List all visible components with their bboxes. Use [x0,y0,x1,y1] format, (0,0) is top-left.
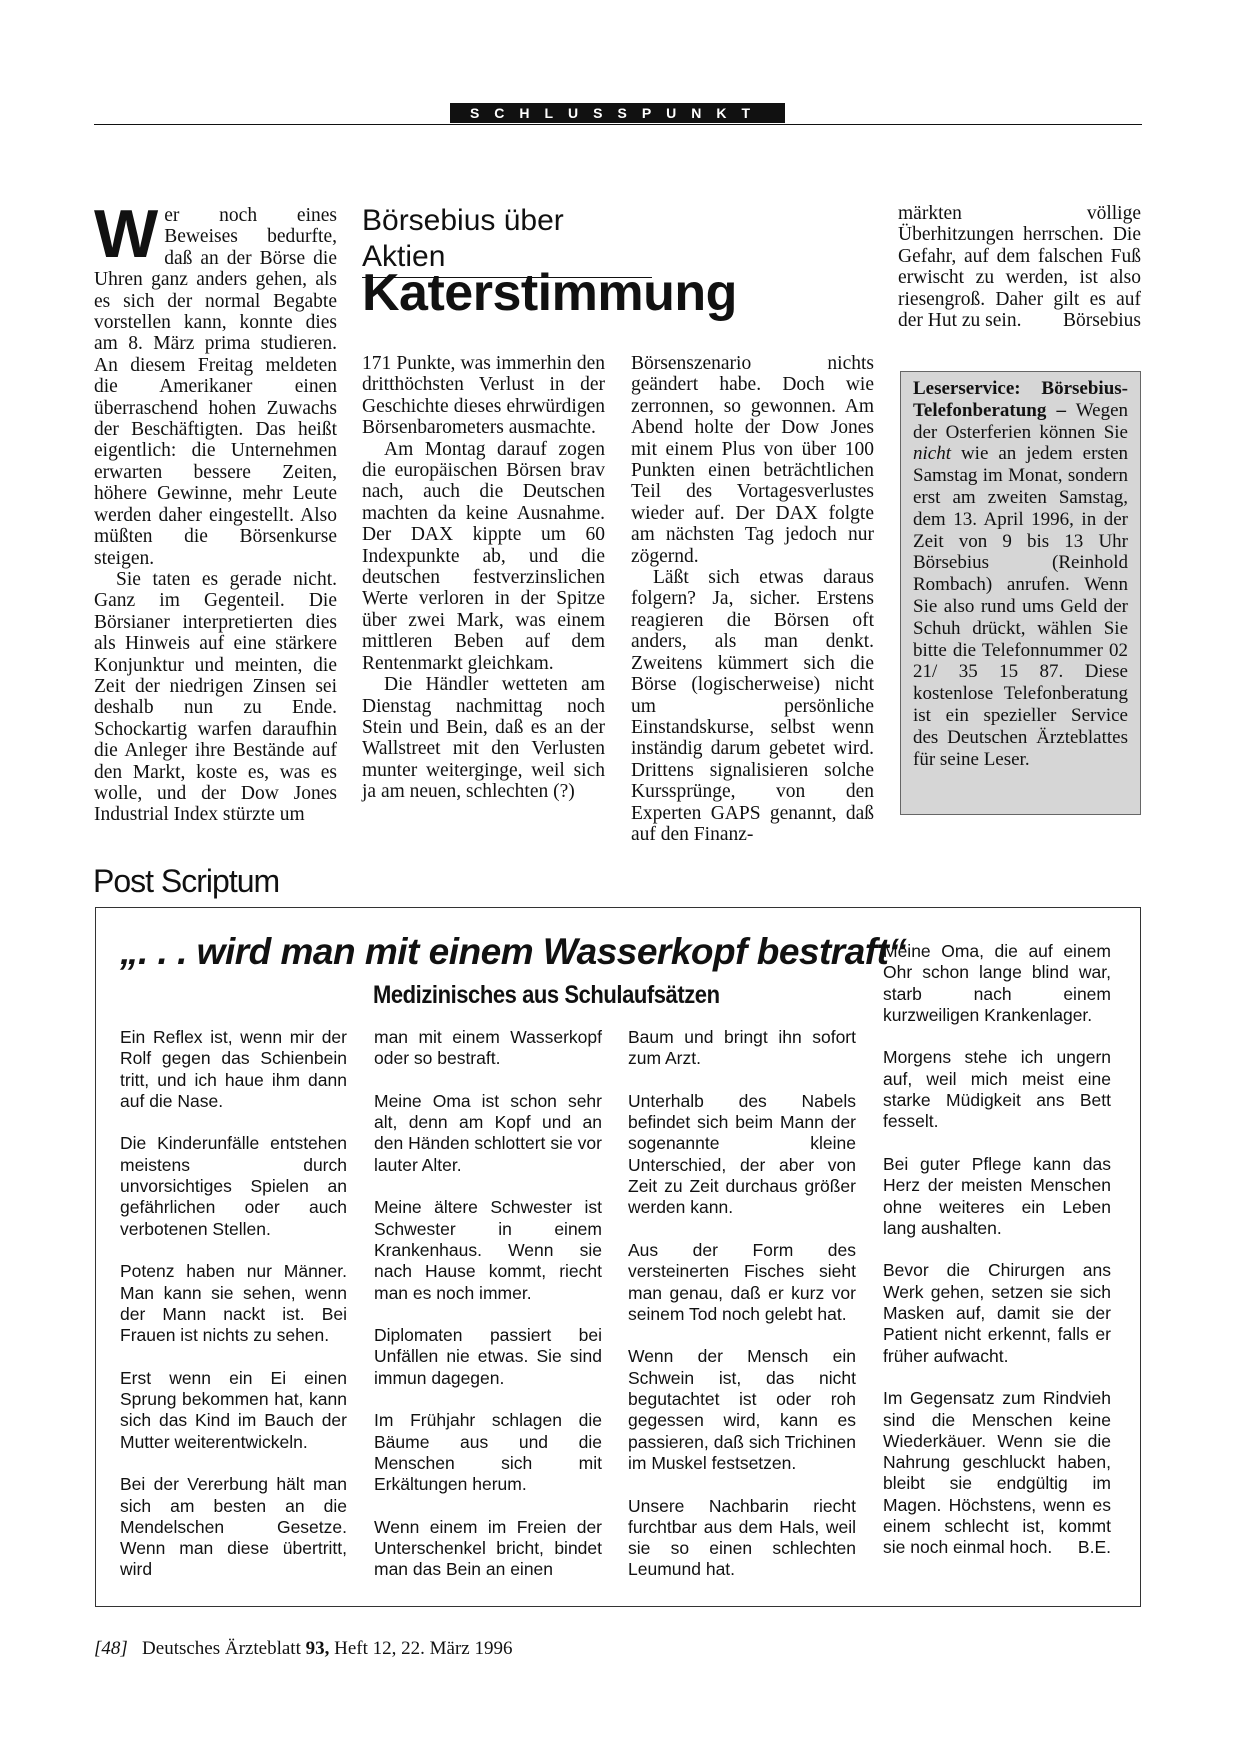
article-col1-paragraph-2: Sie taten es gerade nicht. Ganz im Gegenteil. Die Börsianer interpretierten dies als Hinweis auf eine stärkere Konjunktur und meinten, die Zeit der niedrigen Zinsen sei deshalb nun zu Ende. Schockartig warfen daraufhin die Anleger ihre Bestände auf den Markt, koste es, was es wolle, und der Dow Jones Industrial Index stürzte um [94,568,337,826]
ps-quote: Bei der Vererbung hält man sich am besten an die Mendelschen Gesetze. Wenn man diese übertritt, wird [120,1474,347,1580]
article-column-3 [631,353,874,845]
journal-name: Deutsches Ärzteblatt [142,1638,301,1659]
article-headline: Katerstimmung [362,264,737,322]
ps-quote: Ein Reflex ist, wenn mir der Rolf gegen das Schienbein tritt, und ich haue ihm dann auf die Nase. [120,1027,347,1111]
ps-quote: Potenz haben nur Männer. Man kann sie sehen, wenn der Mann nackt ist. Bei Frauen ist nichts zu sehen. [120,1261,347,1346]
section-tag: SCHLUSSPUNKT [450,103,785,123]
ps-quote: Aus der Form des versteinerten Fisches sieht man genau, daß er kurz vor seinem Tod noch gelebt hat. [628,1239,856,1324]
article-col2-paragraph-3: Die Händler wetteten am Dienstag nachmittag noch Stein und Bein, daß es an der Wallstreet mit den Verlusten munter weiterginge, weil sich ja am neuen, schlechten (?) [362,674,605,803]
ps-column-2 [374,1027,602,1602]
journal-volume: 93, [305,1638,330,1659]
ps-quote: Morgens stehe ich ungern auf, weil mich meist eine starke Müdigkeit ans Bett fesselt. [883,1047,1111,1132]
article-column-1 [94,196,337,826]
article-col2-paragraph-2: Am Montag darauf zogen die europäischen Börsen brav nach, auch die Deutschen machten da keine Ausnahme. Der DAX kippte um 60 Indexpunkte ab, und die deutschen festverzinslichen Werte verloren in der Spitze über zwei Mark, was einem mittleren Beben auf dem Rentenmarkt gleichkam. [362,438,605,674]
article-col4-text: märkten völlige Überhitzungen herrschen. Die Gefahr, auf dem falschen Fuß erwischt zu werden, ist also riesengroß. Daher gilt es auf der Hut zu sein. [898,203,1141,332]
article-column-2 [362,353,605,803]
ps-quote: Erst wenn ein Ei einen Sprung bekommen hat, kann sich das Kind im Bauch der Mutter weiterentwickeln. [120,1367,347,1452]
article-col1-text-1: er noch eines Beweises bedurfte, daß an der Börse die Uhren ganz anders gehen, als es sich der normal Begabte vorstellen kann, konnte dies am 8. März prima studieren. An diesem Freitag meldeten die Amerikaner einen überraschend hohen Zuwachs der Beschäftigten. Das heißt eigentlich: die Unternehmen erwarten bessere Zeiten, höhere Gewinne, mehr Leute werden daher eingestellt. Also müßten die Börsenkurse steigen. [94,205,337,569]
ps-column-1 [120,1027,347,1602]
ps-quote: Wenn der Mensch ein Schwein ist, das nicht begutachtet ist oder roh gegessen wird, kann es passieren, daß sich Trichinen im Muskel festsetzen. [628,1346,856,1473]
leserservice-emphasis: nicht [913,443,951,465]
ps-quote: Wenn einem im Freien der Unterschenkel bricht, bindet man das Bein an einen [374,1516,602,1580]
ps-quote [883,1388,1111,1558]
ps-quote: Diplomaten passiert bei Unfällen nie etwas. Sie sind immun dagegen. [374,1325,602,1388]
ps-quote: Im Frühjahr schlagen die Bäume aus und die Menschen sich mit Erkältungen herum. [374,1410,602,1495]
ps-quote: Meine Oma ist schon sehr alt, denn am Kopf und an den Händen schlottert sie vor lauter Alter. [374,1090,602,1175]
post-scriptum-label: Post Scriptum [93,863,280,899]
article-col3-paragraph-1: Börsenszenario nichts geändert habe. Doch wie zerronnen, so gewonnen. Am Abend holte der Dow Jones mit einem Plus von über 100 Punkten einen beträchtlichen Teil des Vortagesverlustes wieder auf. Der DAX folgte am nächsten Tag jedoch nur zögernd. [631,353,874,567]
article-column-4 [898,203,1141,331]
article-col1-paragraph-1 [94,196,337,569]
ps-column-3 [628,1027,856,1602]
ps-quote: Unterhalb des Nabels befindet sich beim Mann der sogenannte kleine Unterschied, der aber von Zeit zu Zeit durchaus größer werden kann. [628,1090,856,1218]
journal-issue: Heft 12, 22. März 1996 [334,1638,513,1659]
post-scriptum-title: „. . . wird man mit einem Wasserkopf bestraft“ [120,931,907,972]
leserservice-heading: Leserservice: Börsebius-Telefonberatung – [913,378,1128,421]
article-col2-paragraph-1: 171 Punkte, was immerhin den dritthöchsten Verlust in der Geschichte dieses ehrwürdigen Börsenbarometers ausmachte. [362,353,605,439]
ps-column-4 [883,941,1111,1559]
ps-quote: Baum und bringt ihn sofort zum Arzt. [628,1027,856,1069]
page-number: [48] [94,1638,128,1659]
ps-quote: Meine Oma, die auf einem Ohr schon lange blind war, starb nach einem kurzweiligen Krankenlager. [883,941,1111,1025]
ps-quote: Bevor die Chirurgen ans Werk gehen, setzen sie sich Masken auf, damit sie der Patient nicht erkennt, falls er früher aufwacht. [883,1260,1111,1366]
article-kicker: Börsebius über Aktien [362,203,652,278]
ps-quote: Bei guter Pflege kann das Herz der meisten Menschen ohne weiteres ein Leben lang aushalten. [883,1153,1111,1238]
leserservice-text-a: Wegen der Osterferien können Sie [913,399,1128,443]
leserservice-box [900,371,1141,815]
leserservice-text [913,378,1128,770]
ps-quote: Die Kinderunfälle entstehen meistens durch unvorsichtiges Spielen an gefährlichen oder auch verbotenen Stellen. [120,1133,347,1239]
page-footer [94,1637,512,1661]
ps-quote: Unsere Nachbarin riecht furchtbar aus dem Hals, weil sie so einen schlechten Leumund hat. [628,1495,856,1580]
post-scriptum-subtitle: Medizinisches aus Schulaufsätzen [373,981,720,1009]
article-col4-paragraph-1 [898,203,1141,331]
drop-cap: W [94,196,159,272]
ps-quote-text: Im Gegensatz zum Rindvieh sind die Menschen keine Wiederkäuer. Wenn sie die Nahrung geschluckt haben, bleibt sie endgültig im Magen. Höchstens, wenn es einem schlecht ist, kommt sie noch einmal hoch. [883,1388,1111,1558]
ps-signature: B.E. [1077,1537,1111,1558]
leserservice-text-b: wie an jedem ersten Samstag im Monat, sondern erst am zweiten Samstag, dem 13. April 1996, in der Zeit von 9 bis 13 Uhr Börsebius (Reinhold Rombach) anrufen. Wenn Sie also rund ums Geld der Schuh drückt, wählen Sie bitte die Telefonnummer 02 21/ 35 15 87. Diese kostenlose Telefonberatung ist ein spezieller Service des Deutschen Ärzteblattes für seine Leser. [913,443,1128,770]
article-col3-paragraph-2: Läßt sich etwas daraus folgern? Ja, sicher. Erstens reagieren die Börsen oft anders, als man denkt. Zweitens kümmert sich die Börse (logischerweise) nicht um persönliche Einstandskurse, selbst wenn inständig darum gebetet wird. Drittens signalisieren solche Kurssprünge, von den Experten GAPS genannt, daß auf den Finanz- [631,567,874,845]
ps-quote: Meine ältere Schwester ist Schwester in einem Krankenhaus. Wenn sie nach Hause kommt, riecht man es noch immer. [374,1197,602,1303]
ps-quote: man mit einem Wasserkopf oder so bestraft. [374,1027,602,1069]
top-rule [94,124,1142,125]
author-signature: Börsebius [1063,310,1141,332]
